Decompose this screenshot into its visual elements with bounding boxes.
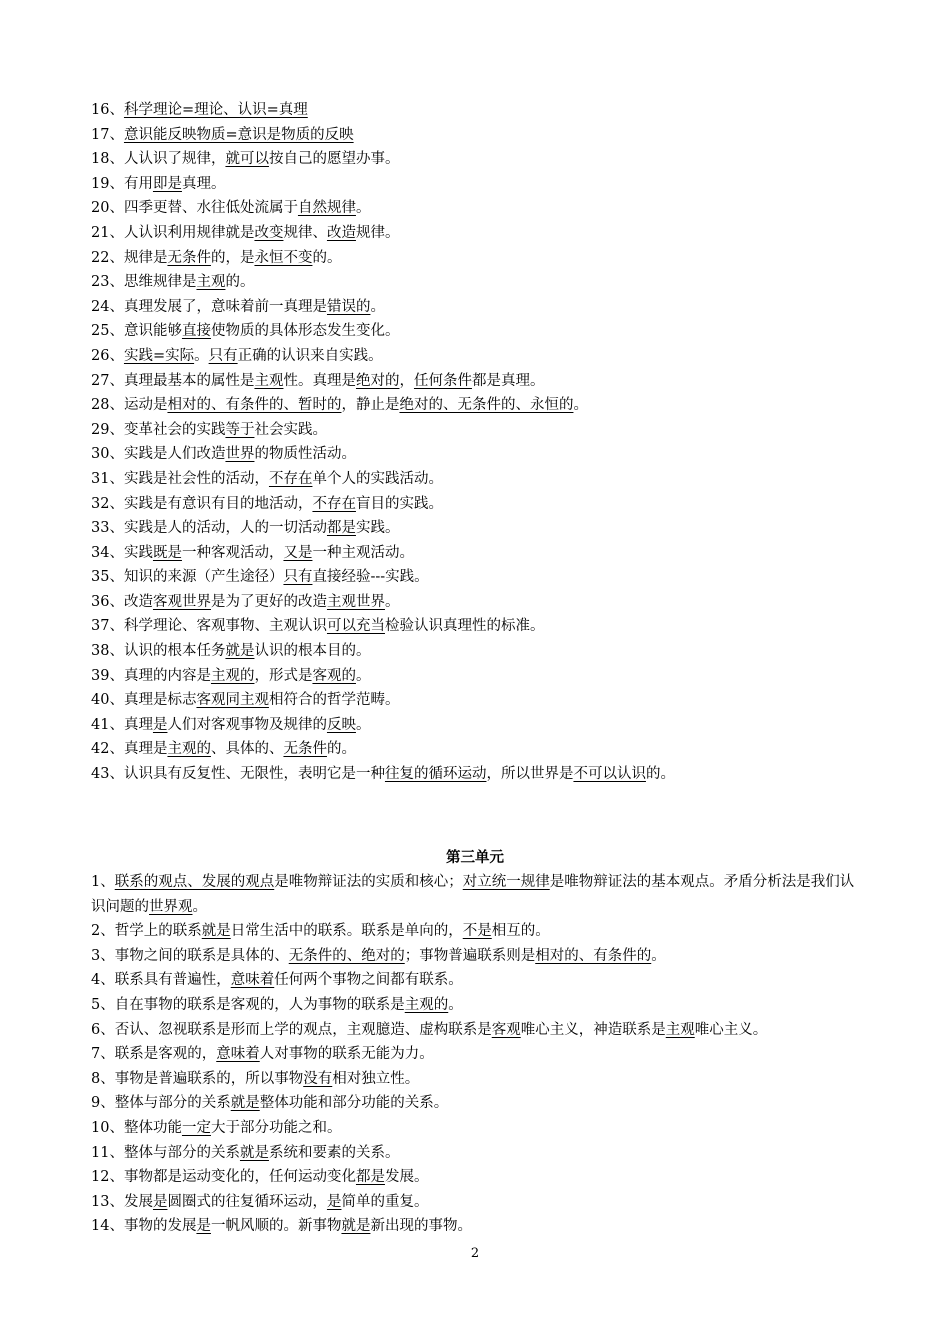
underlined-phrase: 科学理论=理论、认识=真理: [123, 102, 308, 118]
underlined-phrase: 意识能反映物质=意识是物质的反映: [123, 126, 354, 143]
statement-item: [91, 919, 871, 944]
underlined-phrase: 客观的: [312, 667, 356, 684]
statement-item: [91, 1091, 871, 1116]
underlined-phrase: 是: [326, 1193, 342, 1210]
statement-item: [91, 541, 871, 566]
statement-text: 22、规律是: [91, 249, 168, 266]
statement-text: 12、事物都是运动变化的，任何运动变化: [91, 1169, 356, 1186]
underlined-phrase: 主观: [196, 274, 226, 291]
underlined-phrase: 就是: [225, 643, 255, 660]
statement-item: [91, 614, 871, 639]
statement-item: [91, 713, 871, 738]
statement-text: 40、真理是标志: [91, 692, 197, 709]
underlined-phrase: 主观的: [404, 996, 449, 1013]
underlined-phrase: 又是: [283, 544, 313, 561]
statement-text: 真理。: [181, 175, 226, 192]
statement-text: 实践。: [355, 520, 400, 537]
statement-item: [91, 344, 871, 369]
underlined-phrase: 自然规律: [297, 200, 356, 217]
underlined-phrase: 不存在: [312, 495, 356, 512]
statement-text: 32、实践是有意识有目的地活动，: [91, 495, 313, 512]
underlined-phrase: 就可以: [225, 151, 269, 168]
statement-text: 日常生活中的联系。联系是单向的，: [230, 923, 463, 940]
underlined-phrase: 世界观: [149, 898, 193, 915]
underlined-phrase: 任何条件: [413, 372, 472, 389]
statement-text: 任何两个事物之间都有联系。: [274, 972, 463, 989]
statement-text: 规律。: [355, 224, 400, 241]
statement-item: [91, 418, 871, 443]
statement-item: [91, 246, 871, 271]
statement-item: [91, 147, 871, 172]
underlined-phrase: 就是: [341, 1218, 371, 1235]
underlined-phrase: 都是: [355, 1169, 385, 1186]
statement-text: 42、真理是: [91, 741, 168, 758]
statement-text: ，形式是: [254, 667, 313, 684]
underlined-phrase: 直接: [181, 323, 211, 340]
underlined-phrase: 是: [152, 1193, 168, 1210]
statement-list-unit-three: [91, 870, 871, 1239]
statement-text: 9、整体与部分的关系: [91, 1095, 231, 1112]
statement-text: 34、实践: [91, 544, 153, 561]
statement-item: [91, 565, 871, 590]
statement-text: 直接经验---实践。: [312, 569, 429, 586]
underlined-phrase: 一定: [181, 1119, 211, 1136]
statement-item: [91, 1214, 871, 1239]
statement-item: [91, 516, 871, 541]
underlined-phrase: 无条件的、绝对的: [288, 947, 405, 964]
section-title: 第三单元: [446, 849, 504, 866]
statement-text: 30、实践是人们改造: [91, 446, 226, 463]
statement-text: 29、变革社会的实践: [91, 421, 226, 438]
statement-text: 系统和要素的关系。: [268, 1144, 400, 1161]
statement-text: 的。: [312, 249, 342, 266]
statement-text: 。: [370, 298, 385, 315]
statement-text: 正确的认识来自实践。: [237, 347, 383, 364]
statement-text: 。: [355, 667, 371, 684]
statement-item: [91, 270, 871, 295]
underlined-phrase: 意味着: [216, 1046, 260, 1063]
statement-text: 36、改造: [91, 593, 153, 610]
statement-text: 的物质性活动。: [254, 446, 356, 463]
statement-text: 20、四季更替、水往低处流属于: [91, 200, 298, 217]
statement-text: 。: [194, 347, 209, 364]
statement-text: 5、自在事物的联系是客观的，人为事物的联系是: [91, 996, 405, 1013]
statement-text: 24、真理发展了，意味着前一真理是: [91, 298, 327, 315]
statement-text: 一种客观活动，: [181, 544, 284, 561]
statement-item: [91, 639, 871, 664]
statement-text: ；事物普遍联系则是: [404, 947, 536, 964]
statement-item: [91, 688, 871, 713]
underlined-phrase: 都是: [326, 520, 356, 537]
statement-item: [91, 172, 871, 197]
statement-text: 相互的。: [491, 923, 550, 940]
statement-item: [91, 393, 871, 418]
underlined-phrase: 既是: [152, 544, 182, 561]
underlined-phrase: 无条件: [167, 249, 211, 266]
underlined-phrase: 世界: [225, 446, 255, 463]
statement-item: [91, 196, 871, 221]
underlined-phrase: 反映: [326, 716, 356, 733]
statement-text: 。: [448, 996, 463, 1013]
statement-text: 认识的根本目的。: [254, 643, 371, 660]
statement-text: 。: [192, 898, 207, 915]
statement-text: 13、发展: [91, 1193, 153, 1210]
statement-text: 唯心主义，神造联系是: [520, 1021, 666, 1038]
statement-item: [91, 123, 871, 148]
statement-text: 是为了更好的改造: [210, 593, 327, 610]
underlined-phrase: 无条件: [283, 741, 327, 758]
statement-item: [91, 590, 871, 615]
underlined-phrase: 就是: [239, 1144, 269, 1161]
statement-item: [91, 1018, 871, 1043]
statement-text: 圆圈式的往复循环运动，: [167, 1193, 327, 1210]
statement-item: [91, 968, 871, 993]
statement-item: [91, 1141, 871, 1166]
underlined-phrase: 是: [196, 1218, 211, 1235]
statement-item: [91, 492, 871, 517]
underlined-phrase: 相对的、有条件的: [535, 947, 652, 964]
page-number: 2: [470, 1246, 480, 1261]
statement-item: [91, 369, 871, 394]
underlined-phrase: 实践=实际: [123, 347, 195, 364]
statement-text: 14、事物的发展: [91, 1218, 197, 1235]
statement-text: 10、整体功能: [91, 1119, 182, 1136]
statement-text: 。: [355, 200, 371, 217]
statement-text: ，所以世界是: [486, 766, 574, 783]
statement-text: 19、有用: [91, 175, 153, 192]
statement-text: 的。: [225, 274, 255, 291]
statement-item: [91, 1042, 871, 1067]
statement-text: 的。: [326, 741, 356, 758]
statement-item: [91, 1165, 871, 1190]
underlined-phrase: 绝对的、无条件的、永恒的: [399, 397, 574, 414]
statement-text: 、具体的、: [210, 741, 284, 758]
statement-text: 人对事物的联系无能为力。: [259, 1046, 434, 1063]
statement-text: 8、事物是普遍联系的，所以事物: [91, 1070, 304, 1087]
statement-text: 1、: [91, 874, 115, 890]
statement-text: 社会实践。: [254, 421, 327, 438]
statement-text: 整体功能和部分功能的关系。: [259, 1095, 449, 1112]
underlined-phrase: 改变: [254, 224, 284, 241]
statement-text: 是唯物辩证法的基本观点。矛盾分析法是我们认识问题的: [91, 874, 855, 915]
statement-text: 3、事物之间的联系是具体的、: [91, 947, 289, 964]
underlined-phrase: 联系的观点、发展的观点: [114, 874, 275, 890]
underlined-phrase: 客观同主观: [196, 692, 269, 709]
statement-text: 38、认识的根本任务: [91, 643, 226, 660]
statement-text: 单个人的实践活动。: [312, 470, 443, 487]
statement-text: 。: [651, 947, 666, 964]
statement-text: 35、知识的来源（产生途径）: [91, 569, 284, 586]
underlined-phrase: 是: [152, 716, 168, 733]
statement-item: [91, 944, 871, 969]
underlined-phrase: 绝对的: [355, 372, 400, 389]
statement-text: 唯心主义。: [694, 1021, 768, 1038]
statement-item: [91, 295, 871, 320]
statement-text: 18、人认识了规律，: [91, 151, 226, 168]
statement-text: 。: [355, 716, 371, 733]
statement-text: ，: [399, 372, 414, 389]
statement-text: 都是真理。: [471, 372, 545, 389]
statement-text: 41、真理: [91, 716, 153, 733]
underlined-phrase: 客观世界: [152, 593, 211, 610]
statement-item: [91, 870, 861, 919]
statement-text: 检验认识真理性的标准。: [384, 618, 545, 635]
statement-text: 33、实践是人的活动，人的一切活动: [91, 520, 327, 537]
underlined-phrase: 主观的: [167, 741, 211, 758]
statement-item: [91, 993, 871, 1018]
underlined-phrase: 客观: [491, 1021, 521, 1038]
statement-text: 新出现的事物。: [370, 1218, 472, 1235]
underlined-phrase: 等于: [225, 421, 255, 438]
statement-text: 盲目的实践。: [355, 495, 443, 512]
underlined-phrase: 主观世界: [326, 593, 385, 610]
statement-text: 21、人认识利用规律就是: [91, 224, 255, 241]
statement-text: 17、: [91, 126, 124, 143]
underlined-phrase: 错误的: [326, 298, 371, 315]
statement-text: 16、: [91, 102, 124, 118]
statement-item: [91, 664, 871, 689]
statement-text: ，静止是: [341, 397, 400, 414]
underlined-phrase: 不存在: [268, 470, 313, 487]
statement-item: [91, 1190, 871, 1215]
statement-item: [91, 98, 871, 123]
statement-text: 28、运动是: [91, 397, 168, 414]
statement-text: 7、联系是客观的，: [91, 1046, 217, 1063]
underlined-phrase: 主观: [254, 372, 284, 389]
statement-text: 31、实践是社会性的活动，: [91, 470, 269, 487]
statement-item: [91, 1067, 871, 1092]
statement-text: 使物质的具体形态发生变化。: [210, 323, 400, 340]
statement-item: [91, 442, 871, 467]
statement-text: 23、思维规律是: [91, 274, 197, 291]
statement-text: 43、认识具有反复性、无限性，表明它是一种: [91, 766, 385, 783]
underlined-phrase: 意味着: [230, 972, 275, 989]
underlined-phrase: 改造: [326, 224, 356, 241]
statement-text: 6、否认、忽视联系是形而上学的观点，主观臆造、虚构联系是: [91, 1021, 492, 1038]
statement-text: 。: [573, 397, 588, 414]
statement-text: 一种主观活动。: [312, 544, 414, 561]
statement-text: 2、哲学上的联系: [91, 923, 202, 940]
underlined-phrase: 主观的: [210, 667, 255, 684]
statement-text: 相对独立性。: [332, 1070, 420, 1087]
statement-text: 人们对客观事物及规律的: [167, 716, 327, 733]
statement-list-part-two: [91, 98, 871, 787]
underlined-phrase: 就是: [201, 923, 231, 940]
statement-text: 是唯物辩证法的实质和核心；: [274, 874, 463, 890]
underlined-phrase: 就是: [230, 1095, 260, 1112]
statement-text: 一帆风顺的。新事物: [210, 1218, 342, 1235]
underlined-phrase: 不是: [462, 923, 492, 940]
underlined-phrase: 只有: [208, 347, 238, 364]
underlined-phrase: 相对的、有条件的、暂时的: [167, 397, 342, 414]
statement-text: 39、真理的内容是: [91, 667, 211, 684]
underlined-phrase: 可以充当: [326, 618, 385, 635]
statement-item: [91, 319, 871, 344]
underlined-phrase: 往复的循环运动: [384, 766, 487, 783]
statement-text: 37、科学理论、客观事物、主观认识: [91, 618, 327, 635]
statement-text: 27、真理最基本的属性是: [91, 372, 255, 389]
underlined-phrase: 永恒不变: [254, 249, 313, 266]
underlined-phrase: 对立统一规律: [462, 874, 550, 890]
statement-text: 简单的重复。: [341, 1193, 429, 1210]
underlined-phrase: 不可以认识: [573, 766, 646, 783]
statement-item: [91, 737, 871, 762]
statement-text: 发展。: [384, 1169, 429, 1186]
underlined-phrase: 只有: [283, 569, 313, 586]
underlined-phrase: 没有: [303, 1070, 333, 1087]
statement-item: [91, 762, 871, 787]
statement-text: 11、整体与部分的关系: [91, 1144, 240, 1161]
statement-text: 的，是: [210, 249, 255, 266]
statement-text: 25、意识能够: [91, 323, 182, 340]
statement-item: [91, 467, 871, 492]
statement-text: 性。真理是: [283, 372, 356, 389]
statement-item: [91, 1116, 871, 1141]
statement-text: 。: [384, 593, 400, 610]
statement-text: 4、联系具有普遍性，: [91, 972, 231, 989]
underlined-phrase: 主观: [665, 1021, 695, 1038]
statement-text: 相符合的哲学范畴。: [268, 692, 400, 709]
statement-text: 规律、: [283, 224, 327, 241]
underlined-phrase: 即是: [152, 175, 182, 192]
statement-item: [91, 221, 871, 246]
statement-text: 按自己的愿望办事。: [268, 151, 400, 168]
statement-text: 26、: [91, 347, 124, 364]
statement-text: 的。: [645, 766, 675, 783]
statement-text: 大于部分功能之和。: [210, 1119, 342, 1136]
